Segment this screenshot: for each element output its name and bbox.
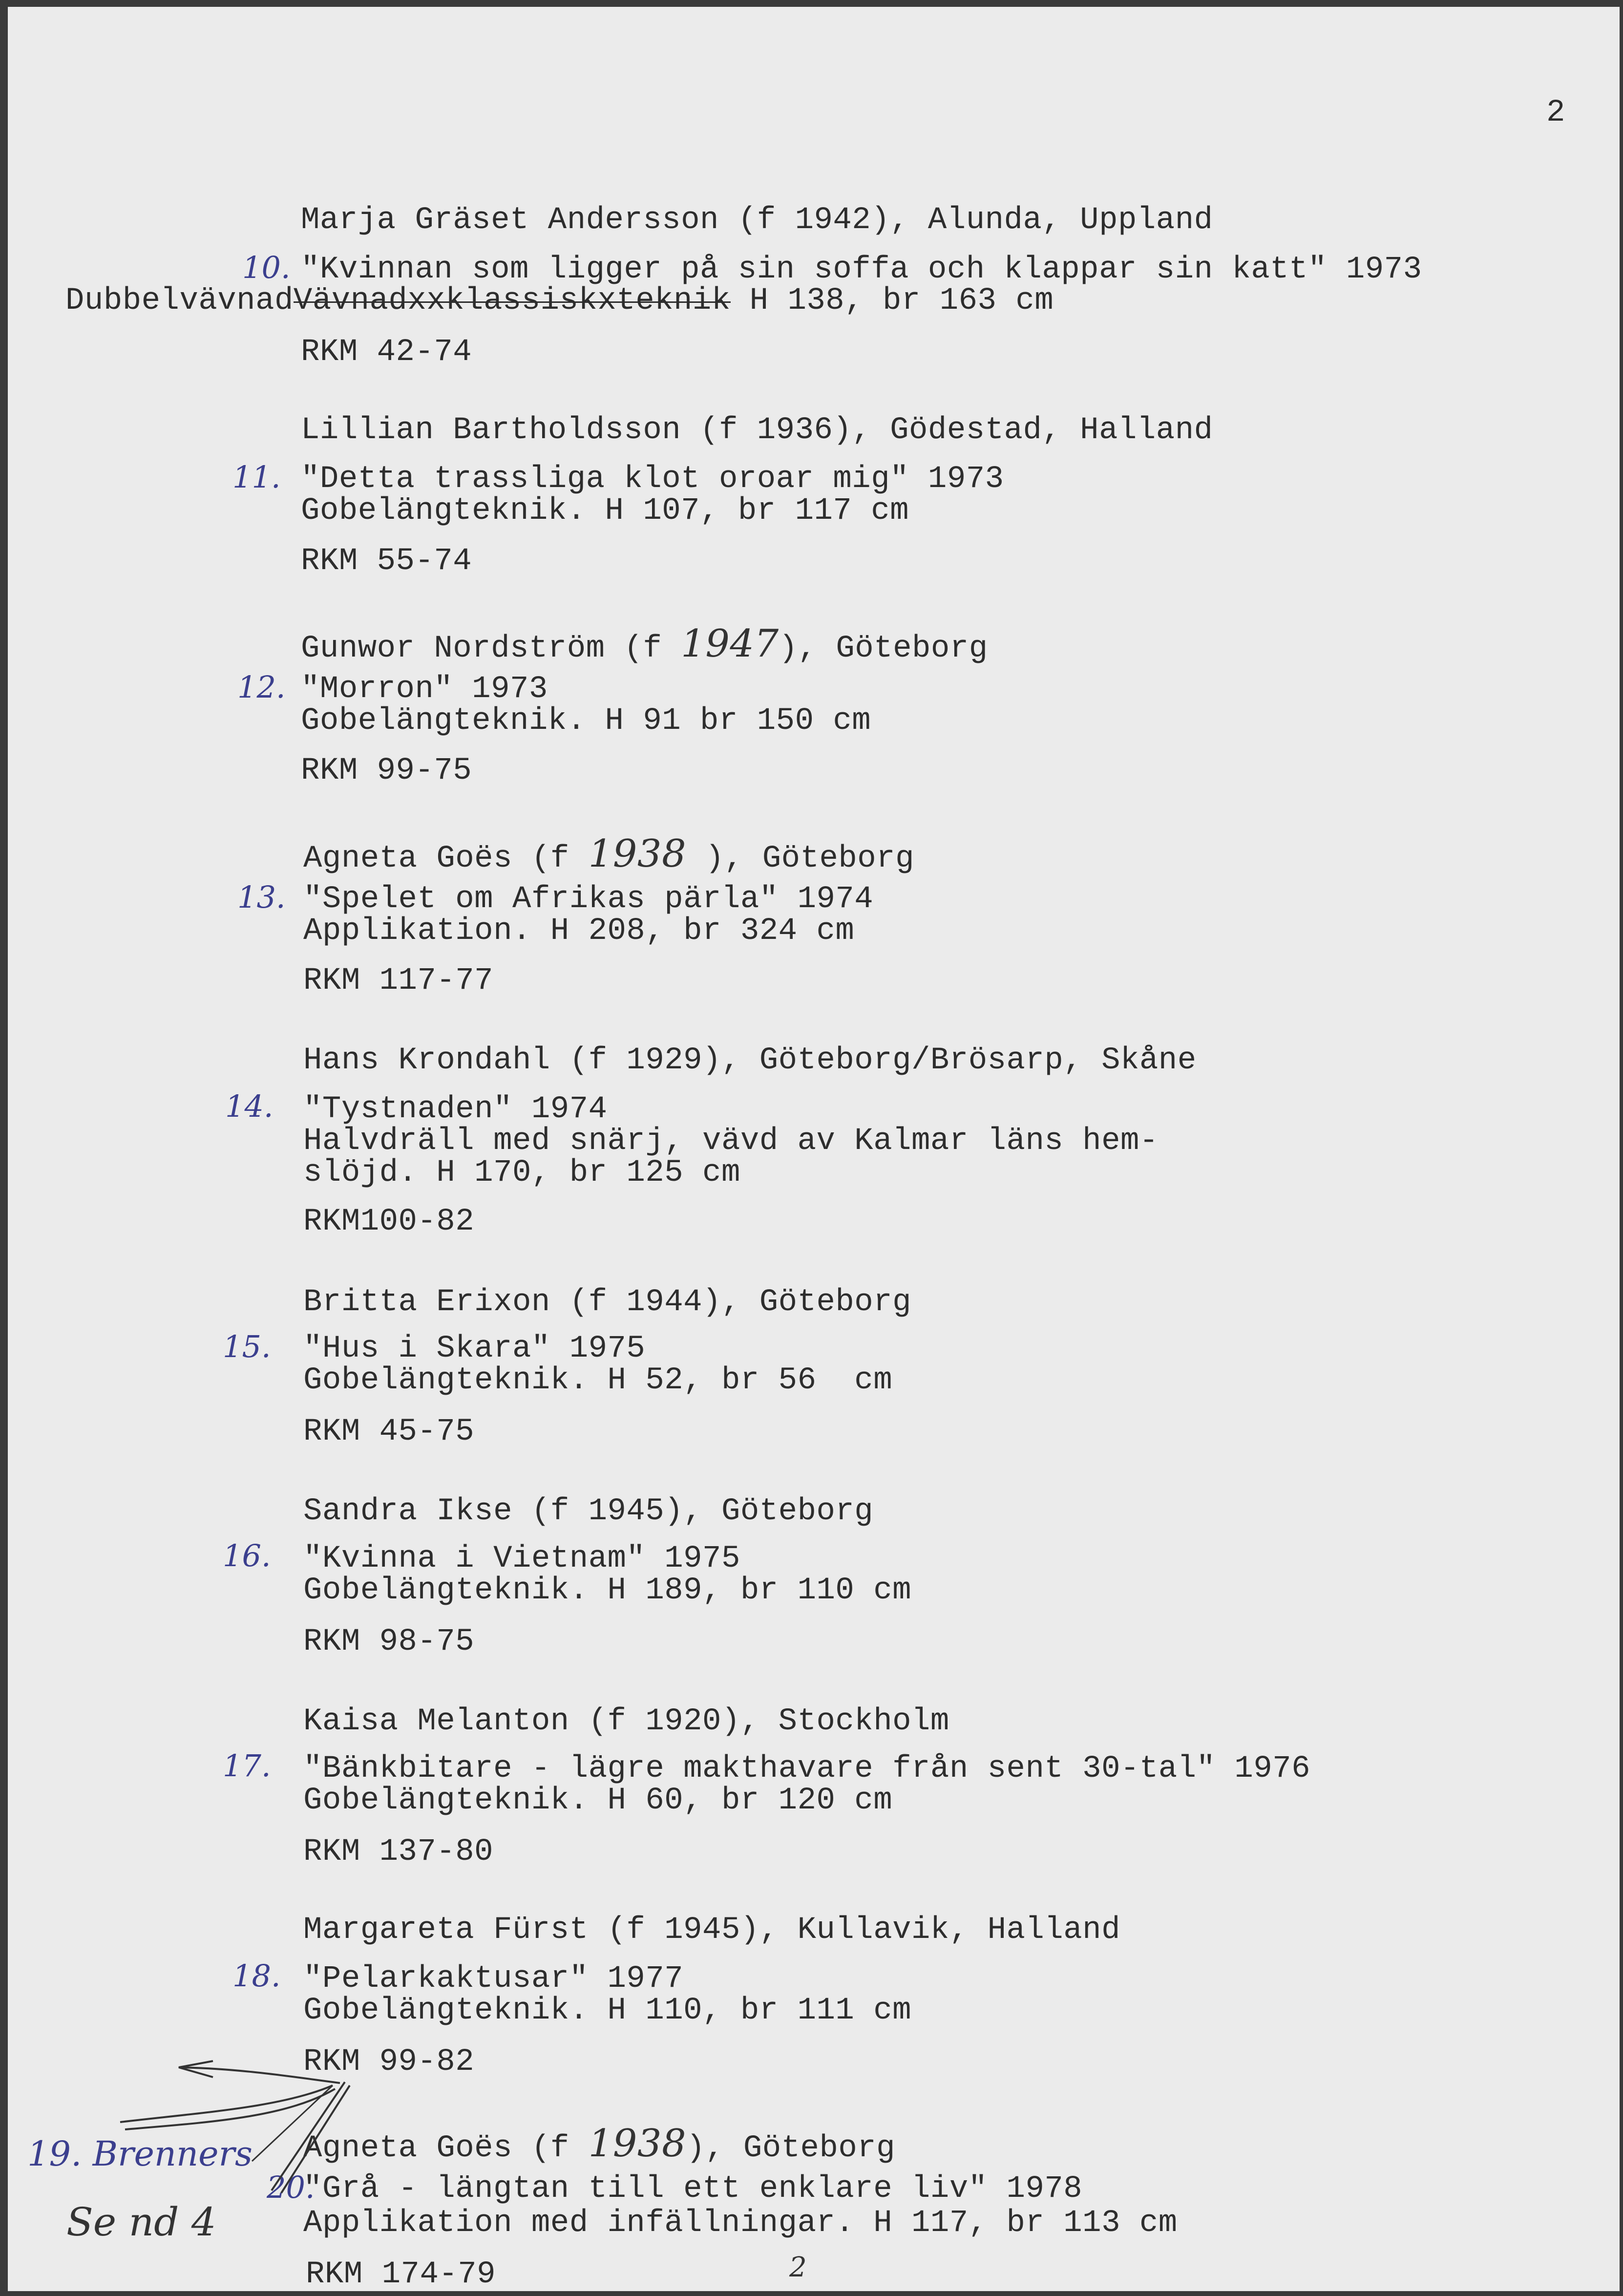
margin-note-line2: Se nd 4 (66, 2199, 216, 2245)
work-title: "Grå - längtan till ett enklare liv" 1978 (303, 2171, 1083, 2207)
artist-line: Hans Krondahl (f 1929), Göteborg/Brösarp, Skåne (303, 1043, 1197, 1078)
handwritten-year: 1938 (588, 832, 687, 876)
technique-rest: H 138, br 163 cm (730, 283, 1054, 319)
technique-line: Applikation med infällningar. H 117, br 113 cm (303, 2206, 1178, 2241)
catalog-number: RKM 98-75 (303, 1624, 475, 1659)
work-title: "Spelet om Afrikas pärla" 1974 (303, 882, 874, 917)
entry-number: 16. (223, 1538, 271, 1573)
catalog-number: RKM 117-77 (303, 963, 494, 999)
artist-line: Kaisa Melanton (f 1920), Stockholm (303, 1704, 949, 1739)
work-title: "Bänkbitare - lägre makthavare från sent 30-tal" 1976 (303, 1751, 1311, 1786)
work-title: "Hus i Skara" 1975 (303, 1331, 646, 1366)
struck-text-label: Vävnadxxklassiskxteknik (293, 283, 731, 319)
artist-line: Sandra Ikse (f 1945), Göteborg (303, 1494, 874, 1529)
artist-place: ), Göteborg (686, 2131, 896, 2166)
technique-line: Applikation. H 208, br 324 cm (303, 914, 855, 949)
entry-number: 10. (242, 250, 291, 285)
catalog-number: RKM 99-82 (303, 2044, 475, 2080)
technique-prefix: Dubbelvävnad (65, 283, 294, 319)
work-title: "Morron" 1973 (301, 672, 548, 707)
catalog-number: RKM 137-80 (303, 1834, 494, 1870)
work-title: "Tystnaden" 1974 (303, 1092, 608, 1127)
entry-number: 13. (237, 879, 286, 915)
artist-line: Margareta Fürst (f 1945), Kullavik, Halland (303, 1913, 1120, 1948)
handwritten-year: 1938 (588, 2122, 687, 2166)
entry-number: 18. (232, 1958, 281, 1994)
catalog-number: RKM100-82 (303, 1204, 475, 1239)
catalog-number: RKM 45-75 (303, 1414, 475, 1449)
artist-place: ), Göteborg (686, 841, 914, 876)
document-page (8, 7, 1620, 2291)
entry-number: 17. (223, 1748, 271, 1784)
artist-name: Gunwor Nordström (f (301, 631, 681, 666)
bottom-mark: 2 (789, 2252, 807, 2283)
work-title: "Kvinna i Vietnam" 1975 (303, 1541, 740, 1576)
handwritten-year: 1947 (681, 622, 779, 666)
catalog-number: RKM 42-74 (301, 335, 472, 370)
artist-line: Lillian Bartholdsson (f 1936), Gödestad, Halland (301, 413, 1213, 448)
margin-note-line1: 19. Brenners (27, 2134, 253, 2174)
artist-place: ), Göteborg (779, 631, 988, 666)
work-title: "Kvinnan som ligger på sin soffa och klappar sin katt" 1973 (301, 252, 1422, 287)
technique-line: Gobelängteknik. H 107, br 117 cm (301, 493, 909, 529)
technique-line: Gobelängteknik. H 52, br 56 cm (303, 1363, 893, 1398)
entry-number: 15. (223, 1329, 271, 1364)
entry-number: 12. (237, 669, 286, 705)
artist-line: Marja Gräset Andersson (f 1942), Alunda, Uppland (301, 203, 1213, 238)
technique-line: Gobelängteknik. H 91 br 150 cm (301, 703, 871, 739)
catalog-number: RKM 55-74 (301, 544, 472, 579)
technique-line-2: slöjd. H 170, br 125 cm (303, 1155, 740, 1191)
artist-line: Britta Erixon (f 1944), Göteborg (303, 1285, 911, 1320)
technique-line: Gobelängteknik. H 189, br 110 cm (303, 1573, 911, 1608)
entry-number: 11. (232, 459, 281, 495)
entry-number: 20. (267, 2169, 315, 2205)
page-number: 2 (1546, 95, 1565, 130)
technique-line: Gobelängteknik. H 110, br 111 cm (303, 1993, 911, 2028)
catalog-number: RKM 99-75 (301, 753, 472, 788)
handwritten-arrow (8, 7, 1620, 2291)
technique-line: Gobelängteknik. H 60, br 120 cm (303, 1783, 893, 1818)
technique-line: Halvdräll med snärj, vävd av Kalmar läns hem- (303, 1124, 1159, 1159)
work-title: "Detta trassliga klot oroar mig" 1973 (301, 462, 1004, 497)
work-title: "Pelarkaktusar" 1977 (303, 1961, 684, 1997)
artist-name: Agneta Goës (f (303, 841, 589, 876)
entry-number: 14. (225, 1088, 274, 1124)
catalog-number: RKM 174-79 (306, 2257, 496, 2291)
artist-name: Agneta Goës (f (303, 2131, 589, 2166)
